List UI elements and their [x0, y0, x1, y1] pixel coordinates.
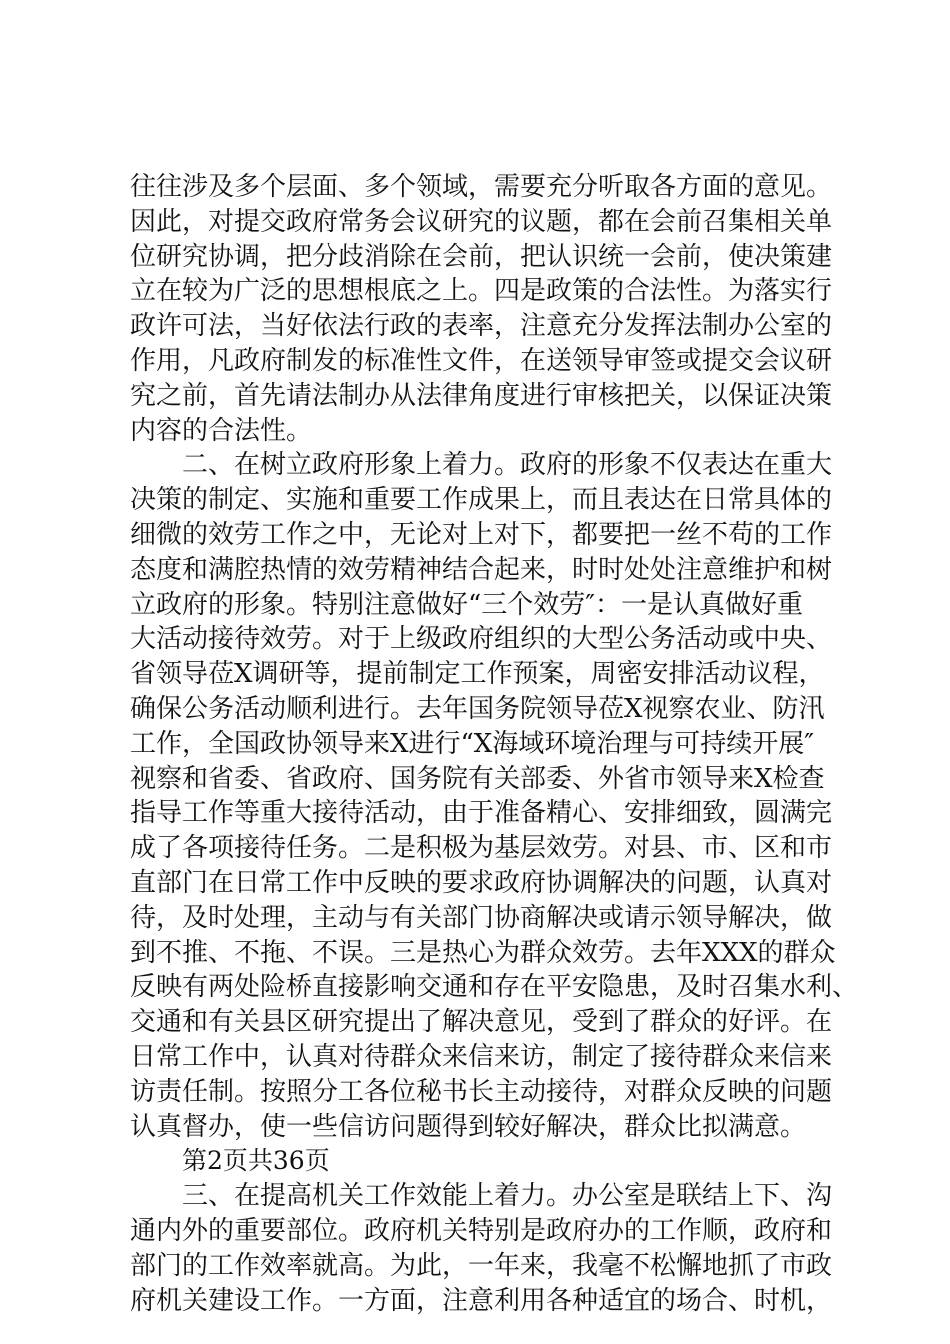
- text-line: 究之前，首先请法制办从法律角度进行审核把关，以保证决策: [130, 380, 833, 411]
- text-line: 态度和满腔热情的效劳精神结合起来，时时处处注意维护和树: [130, 554, 833, 585]
- text-line: 作用，凡政府制发的标准性文件，在送领导审签或提交会议研: [130, 345, 833, 376]
- text-line: 决策的制定、实施和重要工作成果上，而且表达在日常具体的: [130, 485, 833, 516]
- text-line: 立在较为广泛的思想根底之上。四是政策的合法性。为落实行: [130, 276, 833, 307]
- text-line: 指导工作等重大接待活动，由于准备精心、安排细致，圆满完: [130, 798, 833, 829]
- text-line: 认真督办，使一些信访问题得到较好解决，群众比拟满意。: [130, 1111, 807, 1142]
- text-line: 细微的效劳工作之中，无论对上对下，都要把一丝不苟的工作: [130, 519, 833, 550]
- text-line: 交通和有关县区研究提出了解决意见，受到了群众的好评。在: [130, 1007, 833, 1038]
- text-line: 省领导莅X调研等，提前制定工作预案，周密安排活动议程，: [130, 659, 825, 690]
- text-line: 访责任制。按照分工各位秘书长主动接待，对群众反映的问题: [130, 1076, 833, 1107]
- text-line: 反映有两处险桥直接影响交通和存在平安隐患，及时召集水利、: [130, 972, 859, 1003]
- text-line: 确保公务活动顺利进行。去年国务院领导莅X视察农业、防汛: [130, 693, 825, 724]
- text-line: 直部门在日常工作中反映的要求政府协调解决的问题，认真对: [130, 867, 833, 898]
- text-line: 到不推、不拖、不误。三是热心为群众效劳。去年XXX的群众: [130, 937, 836, 968]
- text-line: 视察和省委、省政府、国务院有关部委、外省市领导来X检查: [130, 763, 825, 794]
- text-line: 政许可法，当好依法行政的表率，注意充分发挥法制办公室的: [130, 311, 833, 342]
- text-line: 待，及时处理，主动与有关部门协商解决或请示领导解决，做: [130, 902, 833, 933]
- text-line: 部门的工作效率就高。为此，一年来，我毫不松懈地抓了市政: [130, 1250, 833, 1281]
- paragraph-start-line: 三、在提高机关工作效能上着力。办公室是联结上下、沟: [182, 1181, 833, 1212]
- text-line: 往往涉及多个层面、多个领域，需要充分听取各方面的意见。: [130, 172, 833, 202]
- text-line: 因此，对提交政府常务会议研究的议题，都在会前召集相关单: [130, 206, 833, 237]
- text-line: 位研究协调，把分歧消除在会前，把认识统一会前，使决策建: [130, 241, 833, 272]
- document-body: [130, 170, 859, 1318]
- text-line: 大活动接待效劳。对于上级政府组织的大型公务活动或中央、: [130, 624, 833, 655]
- text-line: 成了各项接待任务。二是积极为基层效劳。对县、市、区和市: [130, 833, 833, 864]
- text-line: 立政府的形象。特别注意做好“三个效劳″：一是认真做好重: [130, 589, 804, 620]
- text-line: 内容的合法性。: [130, 415, 313, 446]
- text-line: 工作，全国政协领导来X进行“X海域环境治理与可持续开展″: [130, 728, 815, 759]
- page-number: 第2页共36页: [182, 1146, 330, 1176]
- text-line: 日常工作中，认真对待群众来信来访，制定了接待群众来信来: [130, 1041, 833, 1072]
- text-line: 府机关建设工作。一方面，注意利用各种适宜的场合、时机，: [130, 1285, 833, 1316]
- text-line: 通内外的重要部位。政府机关特别是政府办的工作顺，政府和: [130, 1215, 833, 1246]
- paragraph-start-line: 二、在树立政府形象上着力。政府的形象不仅表达在重大: [182, 450, 833, 481]
